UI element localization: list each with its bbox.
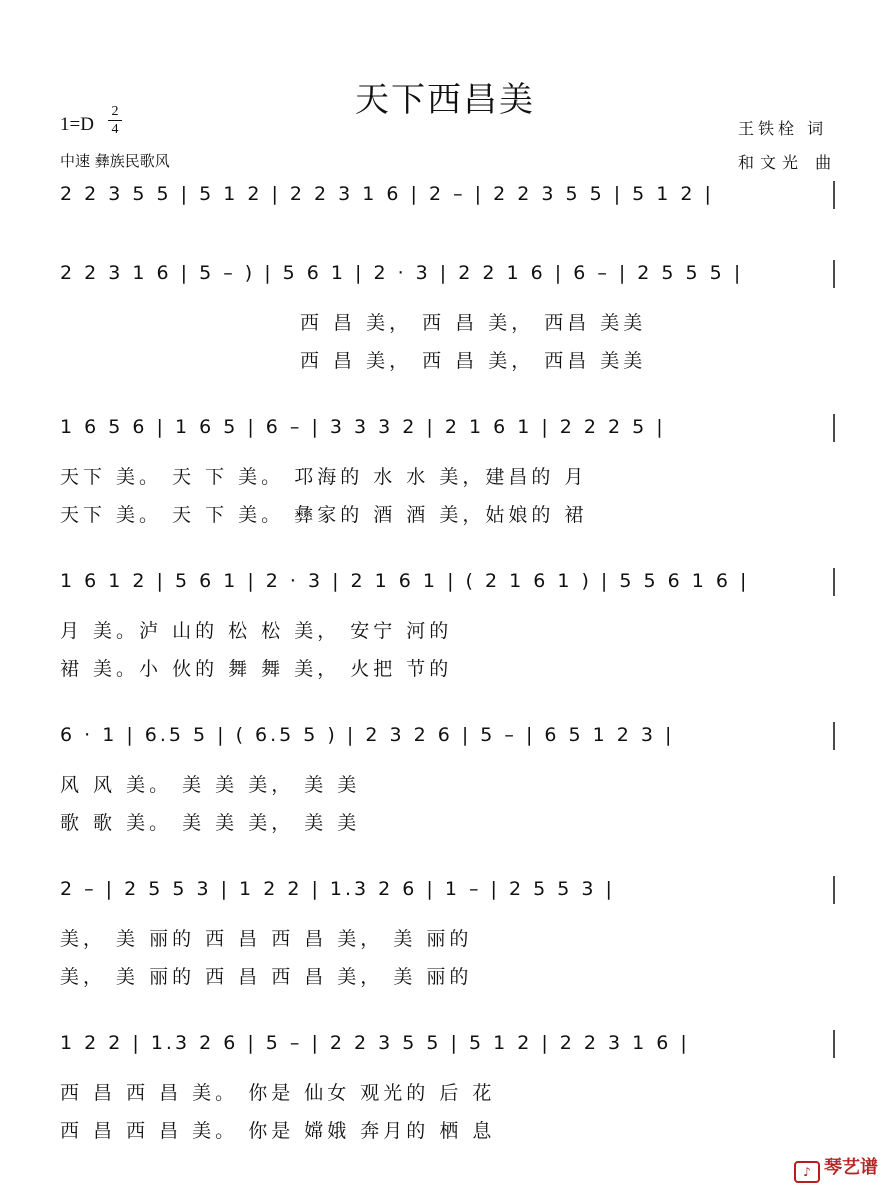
lyric-verse-2: 天下 美。 天 下 美。 彝家的 酒 酒 美，姑娘的 裙 xyxy=(60,504,588,526)
time-signature-bottom: 4 xyxy=(111,122,119,137)
lyric-verse-2: 美， 美 丽的 西 昌 西 昌 美， 美 丽的 xyxy=(60,966,473,988)
composer-credit: 和文光 曲 xyxy=(738,153,838,172)
time-signature-top: 2 xyxy=(111,104,119,119)
lyric-verse-2: 西 昌 西 昌 美。 你是 嫦娥 奔月的 栖 息 xyxy=(60,1120,496,1142)
lyric-verse-1: 风 风 美。 美 美 美， 美 美 xyxy=(60,774,361,796)
lyric-verse-1: 西 昌 美， 西 昌 美， 西昌 美美 xyxy=(300,312,647,334)
notation-row: 1 6 1 2 | 5 6 1 | 2 · 3 | 2 1 6 1 | ( 2 1 6 1 ) | 5 5 6 1 6 | xyxy=(60,570,750,592)
notation-row: 2 2 3 5 5 | 5 1 2 | 2 2 3 1 6 | 2 – | 2 2 3 5 5 | 5 1 2 | xyxy=(60,183,714,205)
lyric-verse-2: 歌 歌 美。 美 美 美， 美 美 xyxy=(60,812,361,834)
lyric-verse-1: 美， 美 丽的 西 昌 西 昌 美， 美 丽的 xyxy=(60,928,473,950)
lyric-verse-1: 西 昌 西 昌 美。 你是 仙女 观光的 后 花 xyxy=(60,1082,496,1104)
time-signature xyxy=(108,104,122,137)
notation-row: 1 2 2 | 1.3 2 6 | 5 – | 2 2 3 5 5 | 5 1 2 | 2 2 3 1 6 | xyxy=(60,1032,690,1054)
notation-row: 2 2 3 1 6 | 5 – ) | 5 6 1 | 2 · 3 | 2 2 1 6 | 6 – | 2 5 5 5 | xyxy=(60,262,744,284)
notation-row: 2 – | 2 5 5 3 | 1 2 2 | 1.3 2 6 | 1 – | 2 5 5 3 | xyxy=(60,878,615,900)
logo-icon: ♪ xyxy=(794,1161,820,1183)
key-signature: 1=D xyxy=(60,114,94,135)
lyric-verse-2: 西 昌 美， 西 昌 美， 西昌 美美 xyxy=(300,350,647,372)
notation-row: 1 6 5 6 | 1 6 5 | 6 – | 3 3 3 2 | 2 1 6 1 | 2 2 2 5 | xyxy=(60,416,666,438)
tempo-marking: 中速 彝族民歌风 xyxy=(60,152,170,170)
notation-row: 6 · 1 | 6.5 5 | ( 6.5 5 ) | 2 3 2 6 | 5 – | 6 5 1 2 3 | xyxy=(60,724,675,746)
logo-text: 琴艺谱 xyxy=(824,1157,878,1178)
site-logo xyxy=(794,1153,878,1183)
lyric-verse-1: 月 美。泸 山的 松 松 美， 安宁 河的 xyxy=(60,620,453,642)
song-title: 天下西昌美 xyxy=(355,80,535,120)
lyricist-credit: 王铁栓 词 xyxy=(738,119,828,138)
lyric-verse-1: 天下 美。 天 下 美。 邛海的 水 水 美，建昌的 月 xyxy=(60,466,588,488)
lyric-verse-2: 裙 美。小 伙的 舞 舞 美， 火把 节的 xyxy=(60,658,453,680)
